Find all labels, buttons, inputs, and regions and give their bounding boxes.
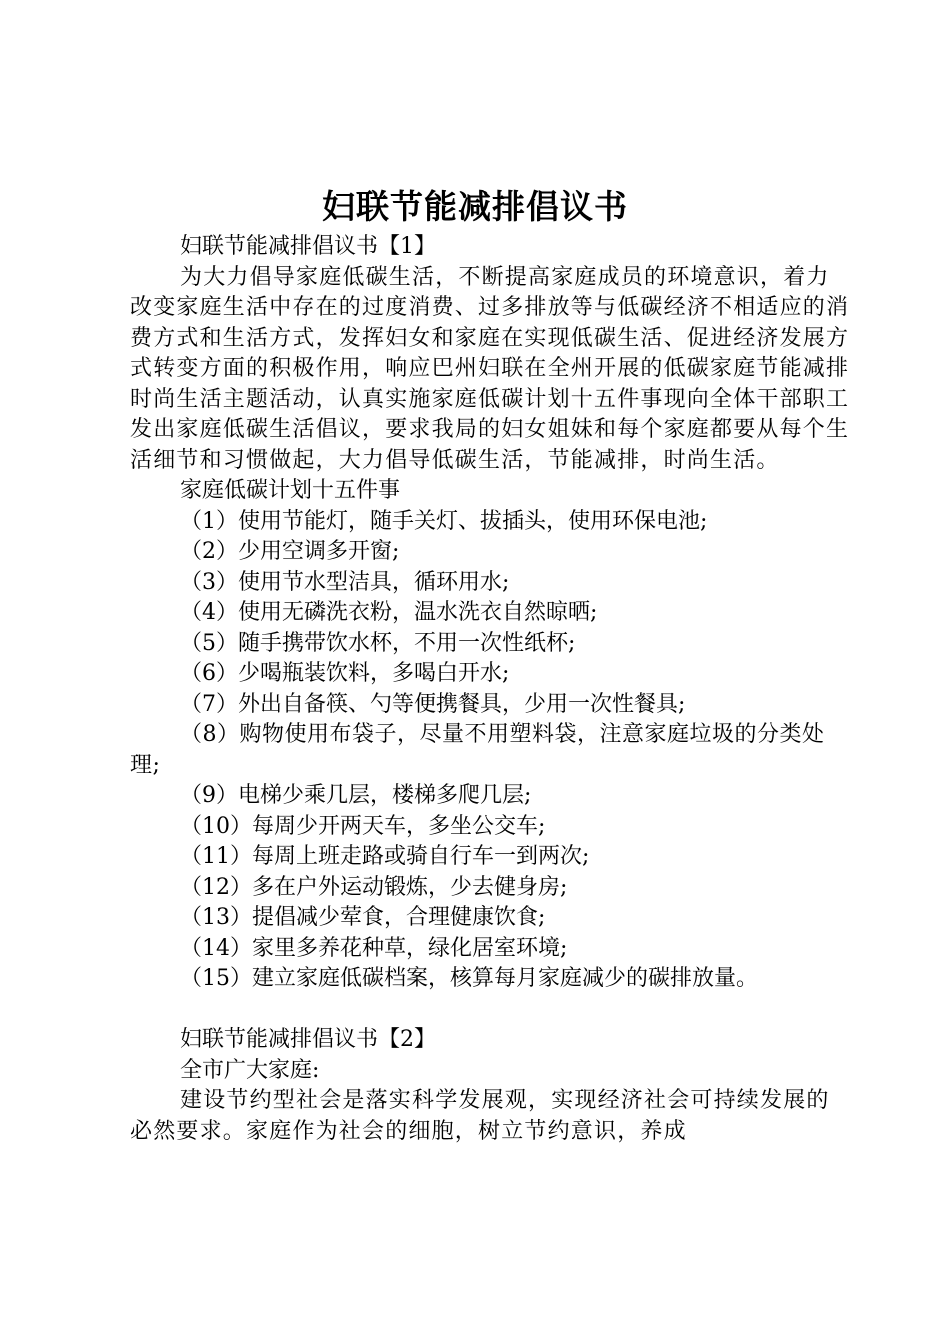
document-body [130, 232, 850, 1147]
list-item: （9）电梯少乘几层，楼梯多爬几层; [180, 783, 532, 808]
list-heading: 家庭低碳计划十五件事 [180, 478, 401, 503]
section2-heading: 妇联节能减排倡议书【2】 [180, 1027, 436, 1052]
list-item: （14）家里多养花种草，绿化居室环境; [180, 935, 568, 961]
section2-paragraph: 建设节约型社会是落实科学发展观，实现经济社会可持续发展的必然要求。家庭作为社会的细胞，树立节约意识，养成 [130, 1088, 830, 1144]
list-item: （8）购物使用布袋子，尽量不用塑料袋，注意家庭垃圾的分类处理; [130, 722, 825, 778]
section-gap [130, 995, 850, 1026]
list-item: （3）使用节水型洁具，循环用水; [180, 569, 510, 595]
list-item: （2）少用空调多开窗; [180, 539, 400, 564]
list-item: （4）使用无磷洗衣粉，温水洗衣自然晾晒; [180, 600, 598, 625]
list-item: （7）外出自备筷、勺等便携餐具，少用一次性餐具; [180, 691, 686, 717]
list-item: （12）多在户外运动锻炼，少去健身房; [180, 874, 568, 900]
section1-paragraph: 为大力倡导家庭低碳生活，不断提高家庭成员的环境意识，着力改变家庭生活中存在的过度消费、过多排放等与低碳经济不相适应的消费方式和生活方式，发挥妇女和家庭在实现低碳生活、促进经济发展方式转变方面的积极作用，响应巴州妇联在全州开展的低碳家庭节能减排时尚生活主题活动，认真实施家庭低碳计划十五件事现向全体干部职工发出家庭低碳生活倡议，要求我局的妇女姐妹和每个家庭都要从每个生活细节和习惯做起，大力倡导低碳生活，节能减排，时尚生活。 [130, 264, 850, 473]
list-item: （5）随手携带饮水杯，不用一次性纸杯; [180, 630, 576, 656]
list-item: （1）使用节能灯，随手关灯、拔插头，使用环保电池; [180, 508, 708, 534]
document-title: 妇联节能减排倡议书 [322, 187, 628, 226]
list-item: （13）提倡减少荤食，合理健康饮食; [180, 905, 546, 930]
section2-salutation: 全市广大家庭: [180, 1057, 320, 1083]
list-item: （15）建立家庭低碳档案，核算每月家庭减少的碳排放量。 [180, 966, 758, 991]
list-item: （6）少喝瓶装饮料，多喝白开水; [180, 661, 510, 686]
list-item: （10）每周少开两天车，多坐公交车; [180, 813, 546, 839]
list-item: （11）每周上班走路或骑自行车一到两次; [180, 844, 590, 869]
section1-heading: 妇联节能减排倡议书【1】 [180, 234, 436, 259]
